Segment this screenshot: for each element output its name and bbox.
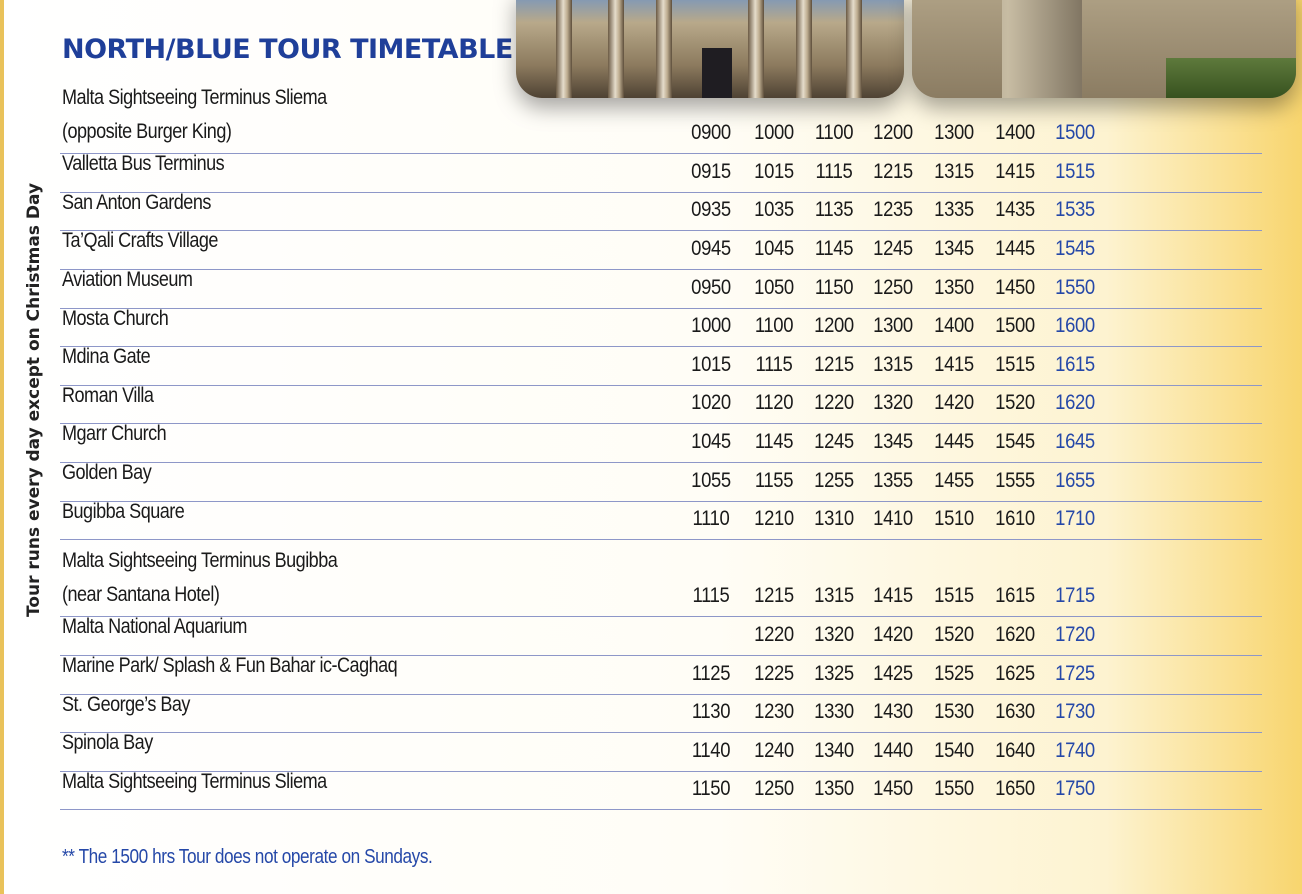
- stop-name-line: Mdina Gate: [62, 345, 151, 369]
- departure-time: 1050: [754, 275, 794, 299]
- departure-time: 1100: [814, 121, 854, 145]
- stop-name-line: Roman Villa: [62, 383, 154, 407]
- departure-time: 1245: [873, 236, 913, 260]
- departure-time: 1335: [934, 198, 974, 222]
- departure-time: 1640: [995, 738, 1035, 762]
- departure-time: 1400: [934, 314, 974, 338]
- departure-time: 1150: [814, 275, 854, 299]
- stop-name-line: Malta Sightseeing Terminus Bugibba: [62, 548, 338, 572]
- departure-time: 1220: [754, 622, 794, 646]
- departure-time: 1100: [754, 314, 794, 338]
- timetable-row: [60, 77, 1262, 154]
- departure-time: 1115: [755, 352, 793, 376]
- departure-time: 1520: [995, 391, 1035, 415]
- departure-time: 1345: [934, 236, 974, 260]
- departure-time: 1150: [691, 777, 731, 801]
- timetable-row: [60, 499, 1262, 541]
- departure-time: 1615: [1055, 352, 1095, 376]
- stop-name-line: Mosta Church: [62, 306, 169, 330]
- stop-name-line: Spinola Bay: [62, 731, 153, 755]
- departure-time: 1215: [873, 159, 913, 183]
- timetable: [60, 77, 1262, 810]
- departure-time: 1350: [814, 777, 854, 801]
- departure-time: 0950: [691, 275, 731, 299]
- stop-name-line: St. George’s Bay: [62, 692, 190, 716]
- departure-time: 1420: [934, 391, 974, 415]
- stop-name-line: San Anton Gardens: [62, 190, 211, 214]
- departure-time: 1140: [691, 738, 731, 762]
- departure-time: 1445: [995, 236, 1035, 260]
- departure-time: 1325: [814, 661, 854, 685]
- departure-time: 0935: [691, 198, 731, 222]
- departure-time: 1250: [873, 275, 913, 299]
- departure-time: 1210: [754, 507, 794, 531]
- departure-time: 1340: [814, 738, 854, 762]
- stop-name-line: Bugibba Square: [62, 499, 185, 523]
- timetable-row: [60, 540, 1262, 617]
- departure-time: 1455: [934, 468, 974, 492]
- departure-time: 1015: [691, 352, 731, 376]
- departure-time: 1515: [995, 352, 1035, 376]
- departure-time: 1725: [1055, 661, 1095, 685]
- stop-name: [62, 493, 184, 532]
- departure-time: 1120: [754, 391, 794, 415]
- stop-name: [62, 454, 151, 493]
- departure-time: 1750: [1055, 777, 1095, 801]
- footnote: ** The 1500 hrs Tour does not operate on Sundays.: [62, 846, 433, 868]
- departure-time: 1645: [1055, 429, 1095, 453]
- departure-time: 1350: [934, 275, 974, 299]
- departure-time: 1235: [873, 198, 913, 222]
- departure-time: 1230: [754, 700, 794, 724]
- stop-name: [62, 184, 211, 223]
- departure-time: 1425: [873, 661, 913, 685]
- departure-time: 1255: [814, 468, 854, 492]
- timetable-row: [60, 306, 1262, 348]
- departure-time: 1655: [1055, 468, 1095, 492]
- stop-name: [62, 763, 327, 802]
- departure-time: 1620: [995, 622, 1035, 646]
- departure-time: 1250: [754, 777, 794, 801]
- departure-time: 1225: [754, 661, 794, 685]
- departure-time: 1310: [814, 507, 854, 531]
- departure-time: 1550: [934, 777, 974, 801]
- departure-time: 1555: [995, 468, 1035, 492]
- departure-time: 1540: [934, 738, 974, 762]
- departure-time: 1240: [754, 738, 794, 762]
- departure-time: 1450: [873, 777, 913, 801]
- stop-name: [62, 222, 218, 261]
- stop-name: [62, 300, 168, 339]
- departure-time: 1515: [1055, 159, 1095, 183]
- stop-name: [62, 377, 153, 416]
- departure-time: 1315: [814, 584, 854, 608]
- departure-time: 1220: [814, 391, 854, 415]
- stop-name: [62, 542, 337, 617]
- left-accent-stripe: [0, 0, 4, 894]
- departure-time: 1320: [873, 391, 913, 415]
- departure-time: 1650: [995, 777, 1035, 801]
- side-note: Tour runs every day except on Christmas Day: [24, 182, 44, 618]
- stop-name: [62, 686, 190, 725]
- stop-name: [62, 338, 150, 377]
- stop-name: [62, 724, 153, 763]
- departure-time: 1530: [934, 700, 974, 724]
- departure-time: 1045: [691, 429, 731, 453]
- departure-time: 1550: [1055, 275, 1095, 299]
- departure-time: 1055: [691, 468, 731, 492]
- departure-time: 1415: [873, 584, 913, 608]
- departure-time: 1315: [934, 159, 974, 183]
- stop-name: [62, 415, 166, 454]
- departure-time: 1300: [934, 121, 974, 145]
- departure-time: 1415: [934, 352, 974, 376]
- departure-time: 1710: [1055, 507, 1095, 531]
- departure-time: 1115: [815, 159, 853, 183]
- departure-time: 1630: [995, 700, 1035, 724]
- departure-time: 1400: [995, 121, 1035, 145]
- timetable-row: [60, 190, 1262, 232]
- timetable-row: [60, 154, 1262, 193]
- departure-time: 1245: [814, 429, 854, 453]
- timetable-row: [60, 692, 1262, 734]
- departure-time: 1610: [995, 507, 1035, 531]
- departure-time: 1415: [995, 159, 1035, 183]
- departure-time: 1200: [873, 121, 913, 145]
- timetable-row: [60, 653, 1262, 695]
- departure-time: 1200: [814, 314, 854, 338]
- departure-time: 1000: [754, 121, 794, 145]
- timetable-row: [60, 347, 1262, 386]
- stop-name-line: (near Santana Hotel): [62, 583, 220, 607]
- departure-time: 1510: [934, 507, 974, 531]
- stop-name-line: Aviation Museum: [62, 267, 193, 291]
- departure-time: 1320: [814, 622, 854, 646]
- timetable-row: [60, 769, 1262, 811]
- stop-name-line: Malta Sightseeing Terminus Sliema: [62, 769, 327, 793]
- stop-name-line: Golden Bay: [62, 460, 152, 484]
- stop-name-line: Valletta Bus Terminus: [62, 152, 225, 176]
- departure-time: 1545: [995, 429, 1035, 453]
- stop-name-line: Mgarr Church: [62, 422, 167, 446]
- departure-time: 1135: [814, 198, 854, 222]
- timetable-row: [60, 383, 1262, 425]
- departure-time: 1315: [873, 352, 913, 376]
- departure-time: 1500: [1055, 121, 1095, 145]
- timetable-row: [60, 424, 1262, 463]
- timetable-row: [60, 460, 1262, 502]
- departure-time: 1110: [692, 507, 730, 531]
- departure-time: 0945: [691, 236, 731, 260]
- departure-time: 1430: [873, 700, 913, 724]
- departure-time: 1300: [873, 314, 913, 338]
- departure-time: 1345: [873, 429, 913, 453]
- departure-time: 1515: [934, 584, 974, 608]
- departure-time: 1155: [754, 468, 794, 492]
- departure-time: 1215: [754, 584, 794, 608]
- departure-time: 1545: [1055, 236, 1095, 260]
- departure-time: 1145: [814, 236, 854, 260]
- departure-time: 1715: [1055, 584, 1095, 608]
- stop-name: [62, 145, 224, 184]
- departure-time: 1125: [691, 661, 731, 685]
- departure-time: 1115: [692, 584, 730, 608]
- departure-time: 1015: [754, 159, 794, 183]
- departure-time: 1730: [1055, 700, 1095, 724]
- departure-time: 1215: [814, 352, 854, 376]
- stop-name-line: Malta National Aquarium: [62, 615, 247, 639]
- timetable-row: [60, 231, 1262, 270]
- departure-time: 1045: [754, 236, 794, 260]
- stop-name: [62, 261, 192, 300]
- departure-time: 1020: [691, 391, 731, 415]
- departure-time: 1525: [934, 661, 974, 685]
- departure-time: 1355: [873, 468, 913, 492]
- departure-time: 1450: [995, 275, 1035, 299]
- stop-name: [62, 647, 397, 686]
- departure-time: 1600: [1055, 314, 1095, 338]
- departure-time: 1520: [934, 622, 974, 646]
- stop-name-line: (opposite Burger King): [62, 120, 232, 144]
- departure-time: 1535: [1055, 198, 1095, 222]
- timetable-row: [60, 267, 1262, 309]
- departure-time: 1435: [995, 198, 1035, 222]
- departure-time: 1420: [873, 622, 913, 646]
- departure-time: 1740: [1055, 738, 1095, 762]
- departure-time: 1445: [934, 429, 974, 453]
- stop-name: [62, 608, 247, 647]
- departure-time: 1720: [1055, 622, 1095, 646]
- departure-time: 1440: [873, 738, 913, 762]
- stop-name: [62, 79, 327, 154]
- departure-time: 0900: [691, 121, 731, 145]
- departure-time: 1000: [691, 314, 731, 338]
- departure-time: 1410: [873, 507, 913, 531]
- departure-time: 1130: [691, 700, 731, 724]
- page-title: NORTH/BLUE TOUR TIMETABLE: [62, 34, 513, 65]
- departure-time: 1330: [814, 700, 854, 724]
- departure-time: 1145: [754, 429, 794, 453]
- departure-time: 1500: [995, 314, 1035, 338]
- departure-time: 1615: [995, 584, 1035, 608]
- departure-time: 0915: [691, 159, 731, 183]
- stop-name-line: Malta Sightseeing Terminus Sliema: [62, 85, 327, 109]
- departure-time: 1625: [995, 661, 1035, 685]
- departure-time: 1035: [754, 198, 794, 222]
- departure-time: 1620: [1055, 391, 1095, 415]
- stop-name-line: Ta’Qali Crafts Village: [62, 229, 218, 253]
- stop-name-line: Marine Park/ Splash & Fun Bahar ic-Caghaq: [62, 653, 398, 677]
